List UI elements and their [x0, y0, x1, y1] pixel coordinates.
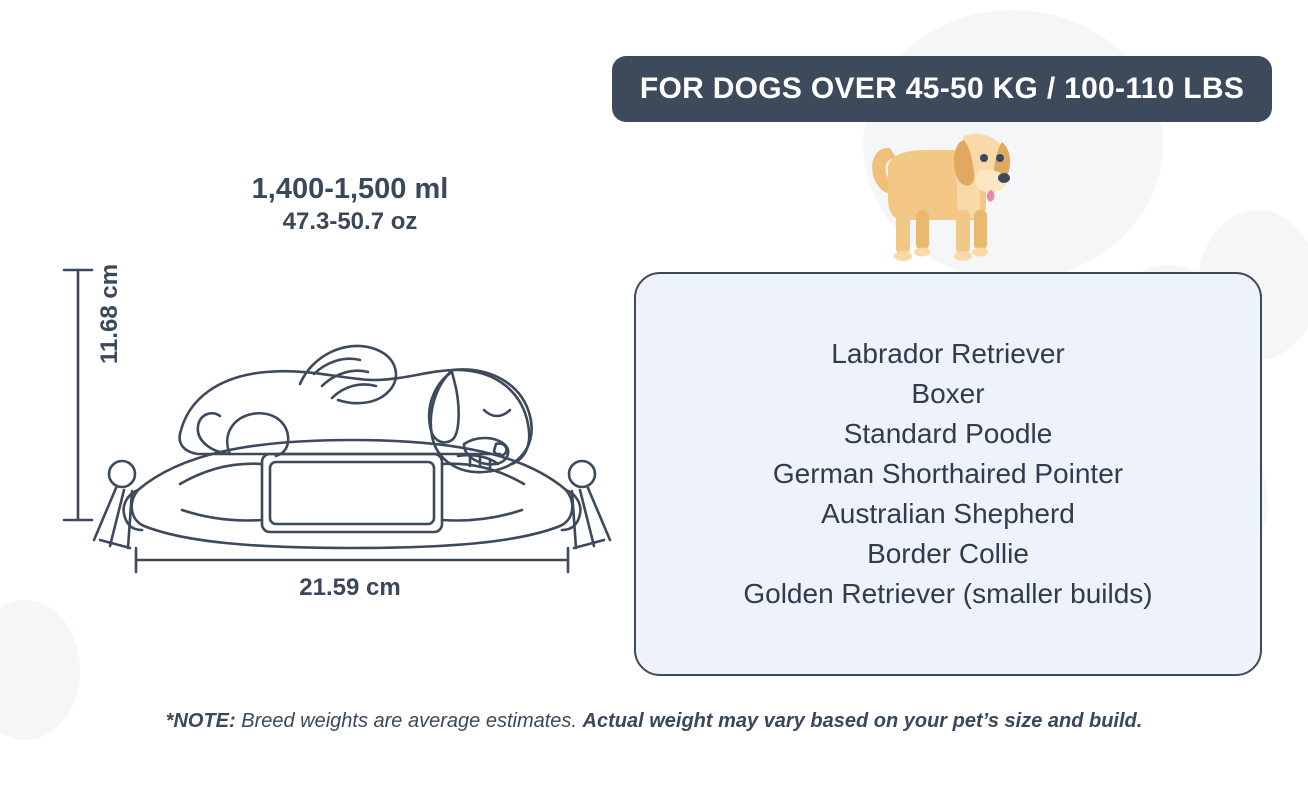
footnote-text-first: Breed weights are average estimates.: [235, 710, 583, 732]
list-item: Boxer: [911, 378, 985, 409]
breed-list-card: [634, 272, 1262, 676]
list-item: German Shorthaired Pointer: [772, 458, 1124, 489]
list-item: Australian Shepherd: [821, 498, 1075, 529]
height-measurement-label: 11.68 cm: [96, 263, 123, 365]
volume-labels: [150, 172, 550, 237]
volume-metric: 1,400-1,500 ml: [251, 173, 449, 205]
footnote-label: *NOTE:: [165, 710, 236, 732]
list-item: Labrador Retriever: [831, 338, 1065, 369]
golden-retriever-icon: [860, 110, 1020, 270]
footnote: [0, 710, 1308, 733]
width-measurement-label: 21.59 cm: [299, 574, 401, 601]
list-item: Standard Poodle: [843, 418, 1053, 449]
list-item: Border Collie: [867, 538, 1029, 569]
footnote-text-second: Actual weight may vary based on your pet’s size and build.: [582, 710, 1143, 732]
list-item: Golden Retriever (smaller builds): [743, 578, 1153, 609]
sleeping-dog-on-pillow-icon: [60, 258, 640, 578]
banner-title: FOR DOGS OVER 45-50 KG / 100-110 LBS: [639, 72, 1245, 105]
volume-imperial: 47.3-50.7 oz: [282, 207, 418, 235]
